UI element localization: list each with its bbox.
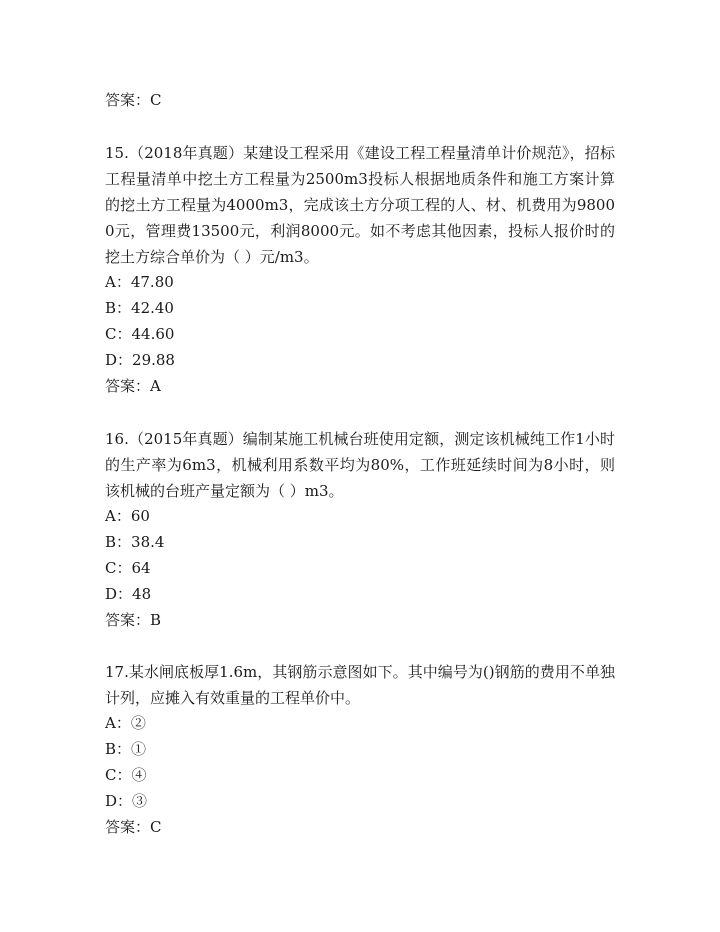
q17-option-b: B：① — [105, 740, 147, 758]
q15-option-d: D：29.88 — [105, 351, 175, 369]
previous-answer: 答案：C — [105, 91, 162, 109]
q16-option-d: D：48 — [105, 585, 152, 603]
q17-answer: 答案：C — [105, 818, 162, 836]
q16-option-c: C：64 — [105, 559, 151, 577]
q15-answer: 答案：A — [105, 377, 161, 395]
q17-option-c: C：④ — [105, 766, 147, 784]
q16-stem: 16.（2015年真题）编制某施工机械台班使用定额，测定该机械纯工作1小时的生产率为6m3，机械利用系数平均为80%，工作班延续时间为8小时，则该机械的台班产量定额为（ ）m3。 — [105, 430, 615, 500]
q17-option-d: D：③ — [105, 792, 148, 810]
q16-option-a: A：60 — [105, 507, 150, 525]
q16-answer: 答案：B — [105, 611, 162, 629]
q16-option-b: B：38.4 — [105, 533, 165, 551]
q15-stem: 15.（2018年真题）某建设工程采用《建设工程工程量清单计价规范》，招标工程量清单中挖土方工程量为2500m3投标人根据地质条件和施工方案计算的挖土方工程量为4000m3，完成该土方分项工程的人、材、机费用为98000元，管理费13500元，利润8000元。如不考虑其他因素，投标人报价时的挖土方综合单价为（ ）元/m3。 — [105, 144, 615, 266]
q17-option-a: A：② — [105, 714, 146, 732]
q17-stem: 17.某水闸底板厚1.6m，其钢筋示意图如下。其中编号为()钢筋的费用不单独计列，应摊入有效重量的工程单价中。 — [105, 663, 615, 707]
q15-option-b: B：42.40 — [105, 299, 174, 317]
q15-option-a: A：47.80 — [105, 273, 174, 291]
q15-option-c: C：44.60 — [105, 325, 175, 343]
